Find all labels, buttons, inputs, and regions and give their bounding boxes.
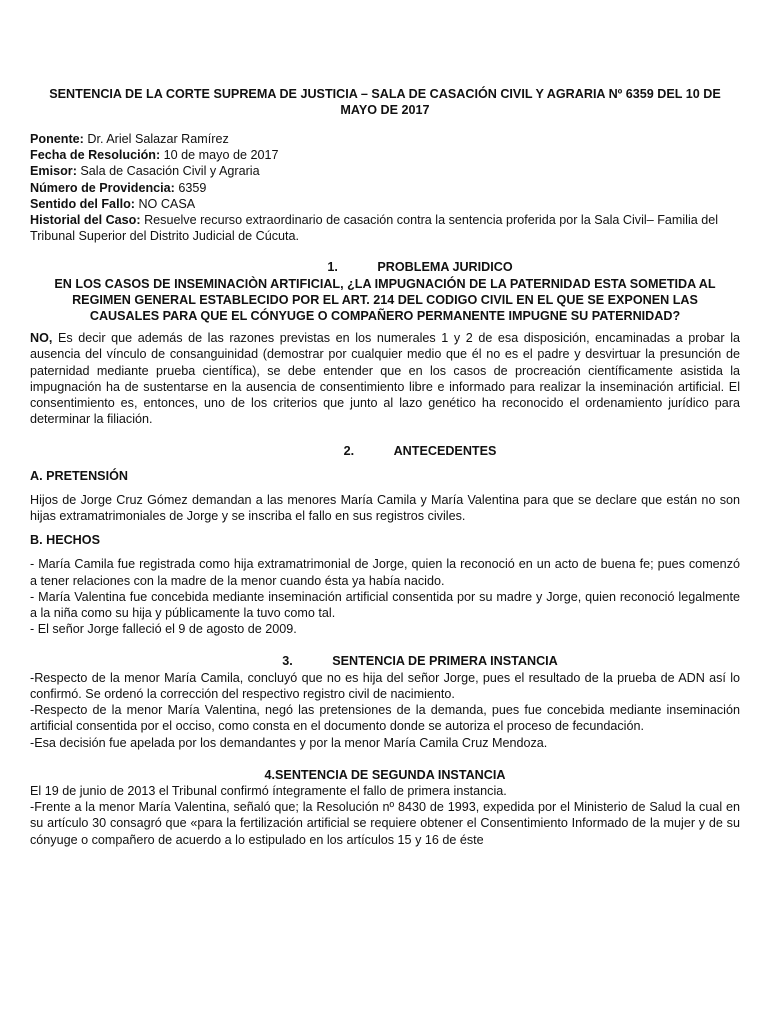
meta-historial	[30, 212, 740, 244]
section-title: SENTENCIA DE PRIMERA INSTANCIA	[332, 654, 558, 669]
hechos-item: - María Camila fue registrada como hija extramatrimonial de Jorge, quien la reconoció en un acto de buena fe; pues comenzó a tener relaciones con la madre de la menor cuando ésta ya había nacido.	[30, 557, 740, 588]
meta-ponente	[30, 131, 740, 147]
subheading-pretension: A. PRETENSIÓN	[30, 468, 128, 483]
subheading-hechos: B. HECHOS	[30, 533, 100, 548]
primera-instancia-item: -Respecto de la menor María Valentina, negó las pretensiones de la demanda, pues fue concebida mediante inseminación artificial consentida por el occiso, como consta en el documento donde se autoriza el proceso de fecundación.	[30, 703, 740, 734]
section-title: PROBLEMA JURIDICO	[377, 260, 513, 275]
meta-value: Resuelve recurso extraordinario de casación contra la sentencia proferida por la Sala Civil– Familia del Tribunal Superior del Distrito Judicial de Cúcuta.	[30, 213, 719, 244]
meta-numero	[30, 180, 740, 196]
meta-label: Emisor:	[30, 164, 77, 179]
pretension-paragraph: Hijos de Jorge Cruz Gómez demandan a las menores María Camila y María Valentina para que se declare que están no son hijas extramatrimoniales de Jorge y se inscriba el fallo en sus registros civiles.	[30, 492, 740, 524]
document-title: SENTENCIA DE LA CORTE SUPREMA DE JUSTICIA – SALA DE CASACIÓN CIVIL Y AGRARIA Nº 6359 DEL 10 DE MAYO DE 2017	[49, 87, 721, 117]
section-title: ANTECEDENTES	[393, 444, 497, 459]
section-number: 1.	[327, 260, 338, 275]
meta-value: Sala de Casación Civil y Agraria	[76, 164, 260, 179]
meta-value: Dr. Ariel Salazar Ramírez	[83, 132, 229, 146]
answer-paragraph	[30, 330, 740, 427]
meta-emisor	[30, 163, 740, 179]
meta-label: Historial del Caso:	[30, 213, 141, 228]
meta-value: 6359	[174, 180, 207, 195]
meta-label: Fecha de Resolución:	[30, 148, 161, 163]
hechos-item: - El señor Jorge falleció el 9 de agosto de 2009.	[30, 622, 297, 637]
answer-lead: NO,	[30, 331, 53, 346]
section-heading-primera-instancia	[30, 653, 740, 669]
segunda-instancia-item: El 19 de junio de 2013 el Tribunal confirmó íntegramente el fallo de primera instancia.	[30, 783, 507, 798]
primera-instancia-item: -Esa decisión fue apelada por los demandantes y por la menor María Camila Cruz Mendoza.	[30, 735, 548, 750]
meta-label: Ponente:	[30, 132, 84, 146]
section-heading-segunda-instancia: 4.SENTENCIA DE SEGUNDA INSTANCIA	[264, 767, 506, 782]
case-metadata	[30, 131, 740, 244]
meta-label: Número de Providencia:	[30, 180, 175, 195]
section-heading-problema	[30, 259, 740, 275]
meta-value: NO CASA	[134, 196, 196, 211]
meta-fecha	[30, 147, 740, 163]
answer-text: Es decir que además de las razones previstas en los numerales 1 y 2 de esa disposición, encaminadas a probar la ausencia del vínculo de consanguinidad (demostrar por cualquier medio que él no es el padre y desvirtuar la presunción de paternidad mediante prueba científica), se debe entender que en los casos de procreación científicamente asistida la impugnación ha de sustentarse en la ausencia de consentimiento libre e informado para realizar la inseminación artificial. El consentimiento es, entonces, uno de los criterios que junto al lazo genético ha reconocido el ordenamiento jurídico para determinar la filiación.	[30, 331, 740, 427]
hechos-item: - María Valentina fue concebida mediante inseminación artificial consentida por su madre y Jorge, quien reconoció legalmente a la niña como su hija y públicamente la tuvo como tal.	[30, 589, 740, 621]
segunda-instancia-item: -Frente a la menor María Valentina, señaló que; la Resolución nº 8430 de 1993, expedida por el Ministerio de Salud la cual en su artículo 30 consagró que «para la fertilización artificial se requiere obtener el Consentimiento Informado de la mujer y de su cónyuge o compañero de acuerdo a lo estipulado en los artículos 15 y 16 de éste	[30, 800, 740, 847]
meta-sentido	[30, 196, 740, 212]
section-number: 3.	[282, 654, 293, 669]
section-heading-antecedentes	[30, 443, 740, 459]
legal-question: EN LOS CASOS DE INSEMINACIÒN ARTIFICIAL, ¿LA IMPUGNACIÓN DE LA PATERNIDAD ESTA SOMETIDA AL REGIMEN GENERAL ESTABLECIDO POR EL ART. 214 DEL CODIGO CIVIL EN EL QUE SE EXPONEN LAS CAUSALES PARA QUE EL CÓNYUGE O COMPAÑERO PERMANENTE IMPUGNE SU PATERNIDAD?	[54, 276, 716, 324]
meta-value: 10 de mayo de 2017	[160, 148, 279, 163]
section-number: 2.	[343, 444, 355, 459]
primera-instancia-item: -Respecto de la menor María Camila, concluyó que no es hija del señor Jorge, pues el resultado de la prueba de ADN así lo confirmó. Se ordenó la corrección del respectivo registro civil de nacimiento.	[30, 670, 740, 701]
meta-label: Sentido del Fallo:	[30, 196, 135, 211]
